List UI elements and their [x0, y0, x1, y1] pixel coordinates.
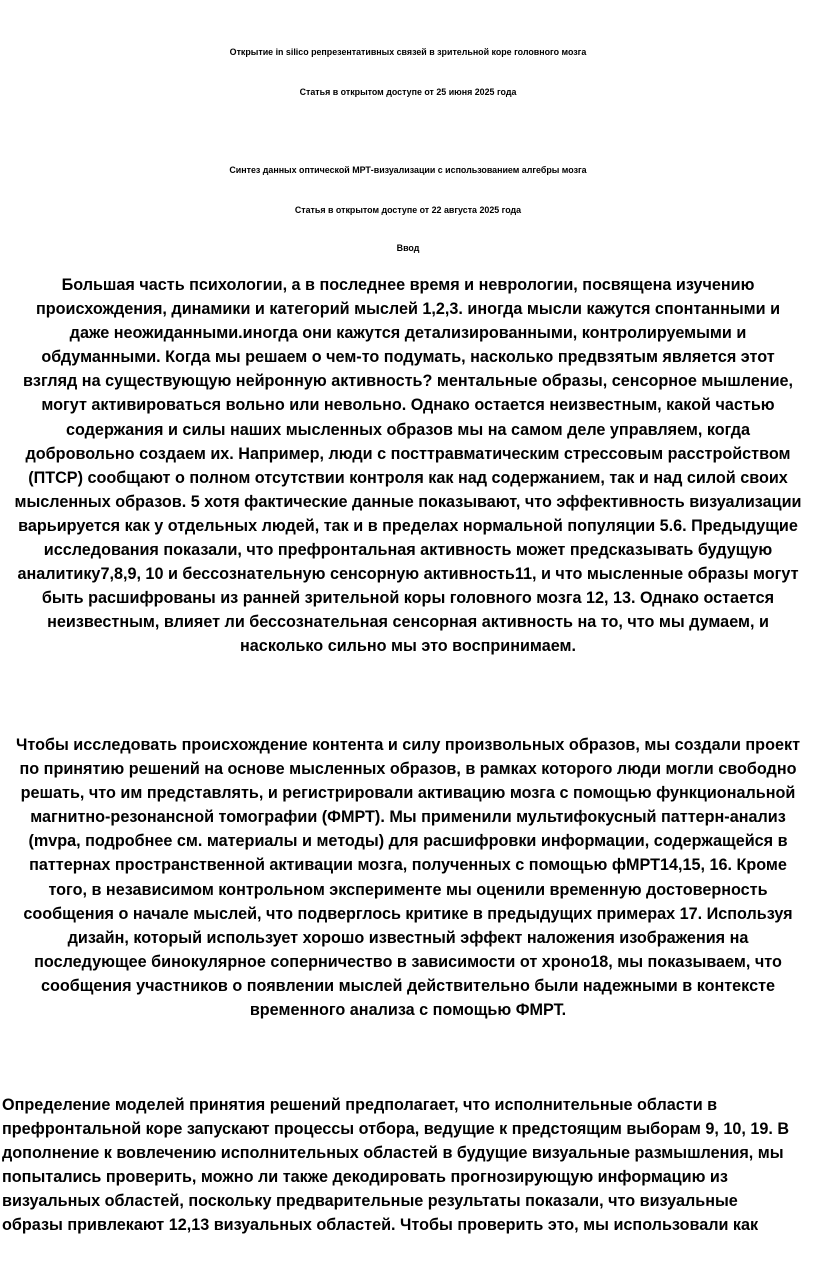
text-line: происхождения, динамики и категорий мыслей 1,2,3. иногда мысли кажутся спонтанными и: [35, 300, 781, 319]
text-line: даже неожиданными.иногда они кажутся детализированными, контролируемыми и: [69, 324, 747, 343]
body-paragraph-2: [0, 733, 816, 1022]
text-line: (mvpa, подробнее см. материалы и методы) для расшифровки информации, содержащейся в: [28, 832, 788, 851]
text-line: магнитно-резонансной томографии (ФМРТ). Мы применили мультифокусный паттерн-анализ: [30, 808, 786, 827]
text-line: мысленных образов. 5 хотя фактические данные показывают, что эффективность визуализации: [14, 492, 802, 511]
text-line: сообщения о начале мыслей, что подверглось критике в предыдущих примерах 17. Используя: [23, 904, 793, 923]
text-line: дизайн, который использует хорошо известный эффект наложения изображения на: [67, 928, 749, 947]
text-line: Большая часть психологии, а в последнее время и неврологии, посвящена изучению: [61, 276, 755, 294]
text-line: последующее бинокулярное соперничество в зависимости от хроно18, мы показываем, что: [34, 952, 782, 971]
text-line: дополнение к вовлечению исполнительных областей в будущие визуальные размышления, мы: [2, 1144, 784, 1163]
text-line: визуальных областей, поскольку предварительные результаты показали, что визуальные: [2, 1192, 738, 1211]
text-line: исследования показали, что префронтальная активность может предсказывать будущую: [43, 541, 773, 560]
text-line: добровольно создаем их. Например, люди с посттравматическим стрессовым расстройством: [25, 444, 791, 463]
text-line: могут активироваться вольно или невольно. Однако остается неизвестным, какой частью: [41, 396, 775, 415]
text-line: насколько сильно мы это воспринимаем.: [240, 637, 576, 656]
article-title-1: Открытие in silico репрезентативных связей в зрительной коре головного мозга: [229, 47, 587, 57]
article-title-2: Синтез данных оптической МРТ-визуализации с использованием алгебры мозга: [229, 165, 587, 175]
text-line: аналитику7,8,9, 10 и бессознательную сенсорную активность11, и что мысленные образы могут: [17, 565, 799, 584]
article-date-1: Статья в открытом доступе от 25 июня 2025 года: [299, 87, 517, 97]
text-line: временного анализа с помощью ФМРТ.: [249, 1001, 567, 1020]
text-line: Определение моделей принятия решений предполагает, что исполнительные области в: [2, 1096, 718, 1114]
text-line: обдуманными. Когда мы решаем о чем-то подумать, насколько предвзятым является этот: [41, 348, 775, 367]
text-line: неизвестным, влияет ли бессознательная сенсорная активность на то, что мы думаем, и: [47, 613, 769, 632]
text-line: попытались проверить, можно ли также декодировать прогнозирующую информацию из: [2, 1168, 728, 1187]
body-paragraph-3: [2, 1093, 814, 1238]
body-paragraph-1: [0, 273, 816, 659]
text-line: сообщения участников о появлении мыслей действительно были надежными в контексте: [40, 976, 776, 995]
section-heading: Ввод: [396, 243, 420, 253]
text-line: префронтальной коре запускают процессы отбора, ведущие к предстоящим выборам 9, 10, 19. В: [2, 1120, 790, 1139]
text-line: образы привлекают 12,13 визуальных областей. Чтобы проверить это, мы использовали как: [2, 1216, 759, 1235]
text-line: быть расшифрованы из ранней зрительной коры головного мозга 12, 13. Однако остается: [41, 589, 775, 608]
text-line: решать, что им представлять, и регистрировали активацию мозга с помощью функциональной: [20, 784, 796, 803]
text-line: того, в независимом контрольном эксперименте мы оценили временную достоверность: [48, 880, 768, 899]
text-line: варьируется как у отдельных людей, так и в пределах нормальной популяции 5.6. Предыдущие: [18, 516, 798, 535]
text-line: содержания и силы наших мысленных образов мы на самом деле управляем, когда: [65, 420, 751, 439]
text-line: взгляд на существующую нейронную активность? ментальные образы, сенсорное мышление,: [22, 372, 794, 391]
text-line: паттернах пространственной активации мозга, полученных с помощью фМРТ14,15, 16. Кроме: [29, 856, 787, 875]
text-line: Чтобы исследовать происхождение контента и силу произвольных образов, мы создали проект: [16, 736, 800, 754]
article-date-2: Статья в открытом доступе от 22 августа 2025 года: [294, 205, 522, 215]
text-line: по принятию решений на основе мысленных образов, в рамках которого люди могли свободно: [19, 760, 797, 779]
text-line: (ПТСР) сообщают о полном отсутствии контроля как над содержанием, так и над силой своих: [28, 468, 788, 487]
